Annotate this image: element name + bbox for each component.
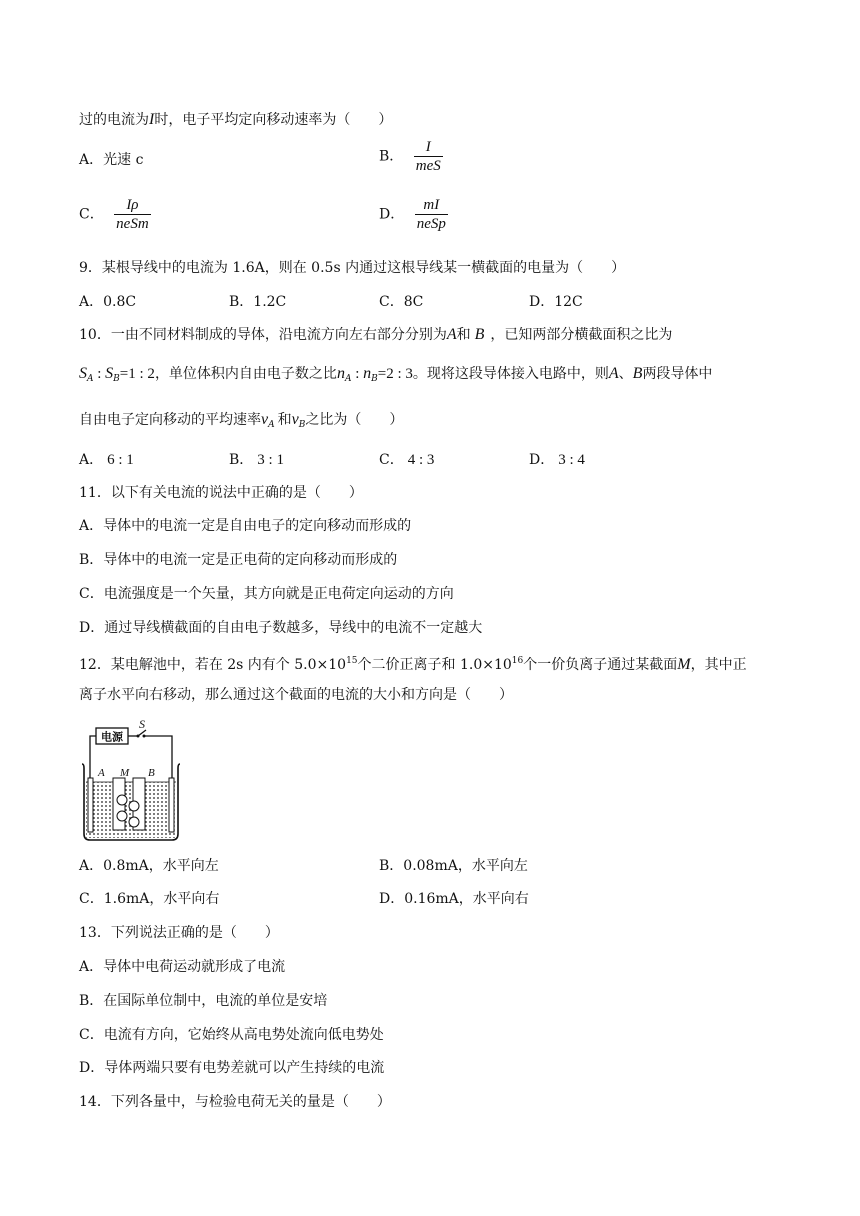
q8-text: 过的电流为 xyxy=(79,112,149,128)
ion xyxy=(129,817,139,827)
q10-text: ，已知两部分横截面积之比为 xyxy=(490,327,673,343)
q11-option-b: B．导体中的电流一定是正电荷的定向移动而形成的 xyxy=(79,552,398,568)
subscript: B xyxy=(113,374,120,384)
q13-option-a: A．导体中电荷运动就形成了电流 xyxy=(79,959,286,975)
var-n: n xyxy=(363,365,372,382)
option-value: 3 : 4 xyxy=(558,452,585,468)
var-b: B xyxy=(632,365,643,382)
section-m-label: M xyxy=(120,767,130,779)
var-m: M xyxy=(677,656,691,673)
q12-text: ，其中正 xyxy=(690,657,747,673)
q9-option-a: A．0.8C xyxy=(79,294,137,310)
q12-option-a: A．0.8mA，水平向左 xyxy=(79,858,219,874)
q8-option-b xyxy=(379,138,443,175)
option-label: C． xyxy=(79,206,104,223)
q10-text: 和 xyxy=(277,412,292,428)
q13-stem: 13．下列说法正确的是（ ） xyxy=(79,925,279,941)
wire-left xyxy=(90,736,96,778)
q12-text: 个二价正离子和 1.0×10 xyxy=(357,657,512,673)
subscript: A xyxy=(268,420,275,430)
q11-stem: 11．以下有关电流的说法中正确的是（ ） xyxy=(79,485,363,501)
var-v: v xyxy=(291,411,299,428)
switch-contact xyxy=(143,735,146,738)
q10-line-3 xyxy=(79,410,403,435)
q12-line-1 xyxy=(79,651,747,675)
q10-line-1 xyxy=(79,325,672,345)
var-i: I xyxy=(149,111,155,128)
fraction xyxy=(114,196,151,233)
q13-option-c: C．电流有方向，它始终从高电势处流向低电势处 xyxy=(79,1027,384,1043)
var-s: S xyxy=(105,365,114,382)
q12-option-d: D．0.16mA，水平向右 xyxy=(379,891,529,907)
switch-pivot xyxy=(137,735,140,738)
electrode-a xyxy=(88,778,93,832)
var-a: A xyxy=(608,365,619,382)
colon: : xyxy=(351,366,364,382)
q10-text: 之比为（ ） xyxy=(305,412,404,428)
q10-option-c xyxy=(379,450,434,470)
q10-text: 。现将这段导体接入电路中，则 xyxy=(412,366,609,382)
q9-stem: 9．某根导线中的电流为 1.6A，则在 0.5s 内通过这根导线某一横截面的电量为（ ） xyxy=(79,260,626,276)
q13-option-d: D．导体两端只要有电势差就可以产生持续的电流 xyxy=(79,1060,385,1076)
var-v: v xyxy=(261,411,269,428)
var-s: S xyxy=(79,365,87,382)
option-label: B． xyxy=(379,148,404,165)
q12-option-c: C．1.6mA，水平向右 xyxy=(79,891,220,907)
q10-text: 两段导体中 xyxy=(642,366,713,382)
q12-option-b: B．0.08mA，水平向左 xyxy=(379,858,528,874)
area-ratio: =1 : 2 xyxy=(119,366,155,382)
q10-option-a xyxy=(79,450,134,470)
density-ratio: =2 : 3 xyxy=(377,366,413,382)
fraction xyxy=(415,196,448,233)
q8-option-a xyxy=(79,150,143,170)
option-label: A． xyxy=(79,152,104,168)
q10-text: 和 xyxy=(456,327,471,343)
q10-text: 、 xyxy=(618,366,633,382)
ion xyxy=(129,801,139,811)
q11-option-d: D．通过导线横截面的自由电子数越多，导线中的电流不一定越大 xyxy=(79,620,483,636)
var-b: B xyxy=(474,326,485,343)
power-source-label: 电源 xyxy=(101,731,123,744)
electrode-a-label: A xyxy=(98,767,105,779)
option-label: A． xyxy=(79,452,104,468)
q8-option-d xyxy=(379,196,448,233)
q8-text: 时，电子平均定向移动速率为（ ） xyxy=(154,112,393,128)
option-label: B． xyxy=(229,452,254,468)
q10-text: ，单位体积内自由电子数之比 xyxy=(154,366,337,382)
q9-option-b: B．1.2C xyxy=(229,294,287,310)
q9-option-c: C．8C xyxy=(379,294,424,310)
q9-option-d: D．12C xyxy=(529,294,583,310)
q10-text: 10．一由不同材料制成的导体，沿电流方向左右部分分别为 xyxy=(79,327,447,343)
q8-option-c xyxy=(79,196,151,233)
subscript: B xyxy=(298,420,306,430)
q14-stem: 14．下列各量中，与检验电荷无关的量是（ ） xyxy=(79,1094,391,1110)
colon: : xyxy=(93,366,106,382)
electrode-b xyxy=(169,778,174,832)
fraction xyxy=(414,138,443,175)
electrode-b-label: B xyxy=(148,767,155,779)
numerator: mI xyxy=(415,196,448,215)
ion xyxy=(117,795,127,805)
q8-stem-tail xyxy=(79,110,392,130)
option-value: 4 : 3 xyxy=(407,452,435,468)
exponent: 15 xyxy=(346,656,358,666)
q10-option-b xyxy=(229,450,284,470)
denominator: neSp xyxy=(416,216,446,232)
switch-label: S xyxy=(139,717,145,731)
q13-option-b: B．在国际单位制中，电流的单位是安培 xyxy=(79,993,328,1009)
ion xyxy=(117,811,127,821)
numerator: I xyxy=(414,138,443,157)
electrolytic-cell-figure xyxy=(76,716,186,844)
q10-line-2 xyxy=(79,364,712,389)
q12-text: 12．某电解池中，若在 2s 内有个 5.0×10 xyxy=(79,657,347,673)
option-value: 6 : 1 xyxy=(107,452,134,468)
var-n: n xyxy=(336,365,345,382)
q12-line-2: 离子水平向右移动，那么通过这个截面的电流的大小和方向是（ ） xyxy=(79,687,513,703)
q10-option-d xyxy=(529,450,585,470)
option-label: C． xyxy=(379,452,404,468)
option-label: D． xyxy=(529,452,555,468)
numerator: Iρ xyxy=(114,196,151,215)
q10-text: 自由电子定向移动的平均速率 xyxy=(79,412,261,428)
subscript: A xyxy=(344,374,352,384)
q12-text: 个一价负离子通过某截面 xyxy=(523,657,678,673)
option-label: D． xyxy=(379,206,405,223)
denominator: meS xyxy=(415,158,441,174)
option-value: 3 : 1 xyxy=(257,452,284,468)
exponent: 16 xyxy=(511,656,524,666)
var-a: A xyxy=(446,326,457,343)
q11-option-c: C．电流强度是一个矢量，其方向就是正电荷定向运动的方向 xyxy=(79,586,454,602)
option-text: 光速 c xyxy=(103,152,144,168)
subscript: B xyxy=(371,374,378,384)
subscript: A xyxy=(87,374,94,384)
denominator: neSm xyxy=(116,216,149,232)
q11-option-a: A．导体中的电流一定是自由电子的定向移动而形成的 xyxy=(79,518,412,534)
